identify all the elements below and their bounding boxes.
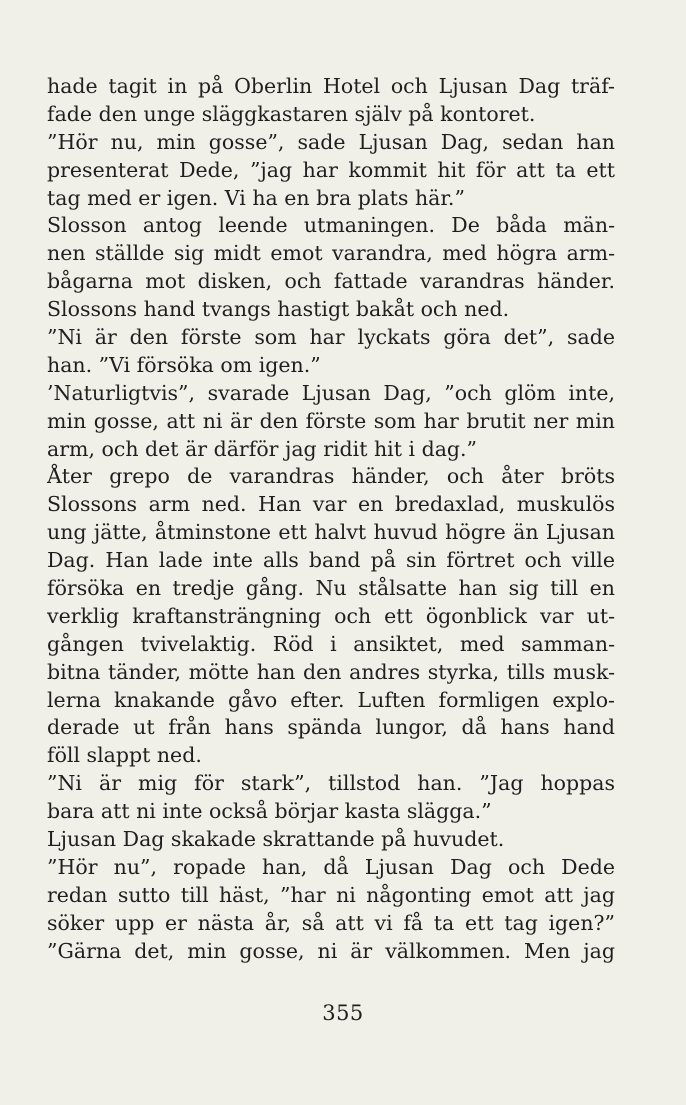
text-line: Slossons arm ned. Han var en bredaxlad, muskulös [47,492,615,517]
text-line: lerna knakande gåvo efter. Luften formligen explo- [47,687,615,712]
body-text [47,73,615,966]
text-line: fade den unge släggkastaren själv på kontoret. [47,101,536,126]
text-line: verklig kraftansträngning och ett ögonblick var ut- [47,603,615,628]
text-line: arm, och det är därför jag ridit hit i dag.” [47,436,478,461]
text-line: ”Gärna det, min gosse, ni är välkommen. Men jag [47,938,615,963]
text-line: söker upp er nästa år, så att vi få ta ett tag igen?” [47,910,615,935]
text-line: presenterat Dede, ”jag har kommit hit för att ta ett [47,157,615,182]
text-line: gången tvivelaktig. Röd i ansiktet, med samman- [47,631,615,656]
text-line: bara att ni inte också börjar kasta slägga.” [47,799,492,824]
text-line: ”Ni är den förste som har lyckats göra det”, sade [47,325,615,350]
text-line: föll slappt ned. [47,743,202,768]
text-line: Slosson antog leende utmaningen. De båda män- [47,213,615,238]
page-number: 355 [322,1001,364,1025]
text-line: försöka en tredje gång. Nu stålsatte han sig till en [47,576,615,601]
text-line: ”Hör nu, min gosse”, sade Ljusan Dag, sedan han [47,129,615,154]
text-line: min gosse, att ni är den förste som har brutit ner min [47,408,615,433]
text-line: bitna tänder, mötte han den andres styrka, tills musk- [47,659,615,684]
text-line: Dag. Han lade inte alls band på sin förtret och ville [47,548,615,573]
text-line: ”Ni är mig för stark”, tillstod han. ”Jag hoppas [47,771,615,796]
text-line: derade ut från hans spända lungor, då hans hand [47,715,615,740]
text-line: han. ”Vi försöka om igen.” [47,352,321,377]
text-line: Slossons hand tvangs hastigt bakåt och ned. [47,297,510,322]
text-line: ”Hör nu”, ropade han, då Ljusan Dag och Dede [47,854,615,879]
text-line: Åter grepo de varandras händer, och åter bröts [47,464,615,489]
text-line: tag med er igen. Vi ha en bra plats här.” [47,185,465,210]
text-line: Ljusan Dag skakade skrattande på huvudet. [47,827,505,852]
text-line: ung jätte, åtminstone ett halvt huvud högre än Ljusan [47,520,615,545]
text-line: ’Naturligtvis”, svarade Ljusan Dag, ”och glöm inte, [47,380,615,405]
text-line: redan sutto till häst, ”har ni någonting emot att jag [47,882,615,907]
text-line: bågarna mot disken, och fattade varandras händer. [47,269,615,294]
text-line: nen ställde sig midt emot varandra, med högra arm- [47,241,615,266]
text-line: hade tagit in på Oberlin Hotel och Ljusan Dag träf- [47,74,615,98]
